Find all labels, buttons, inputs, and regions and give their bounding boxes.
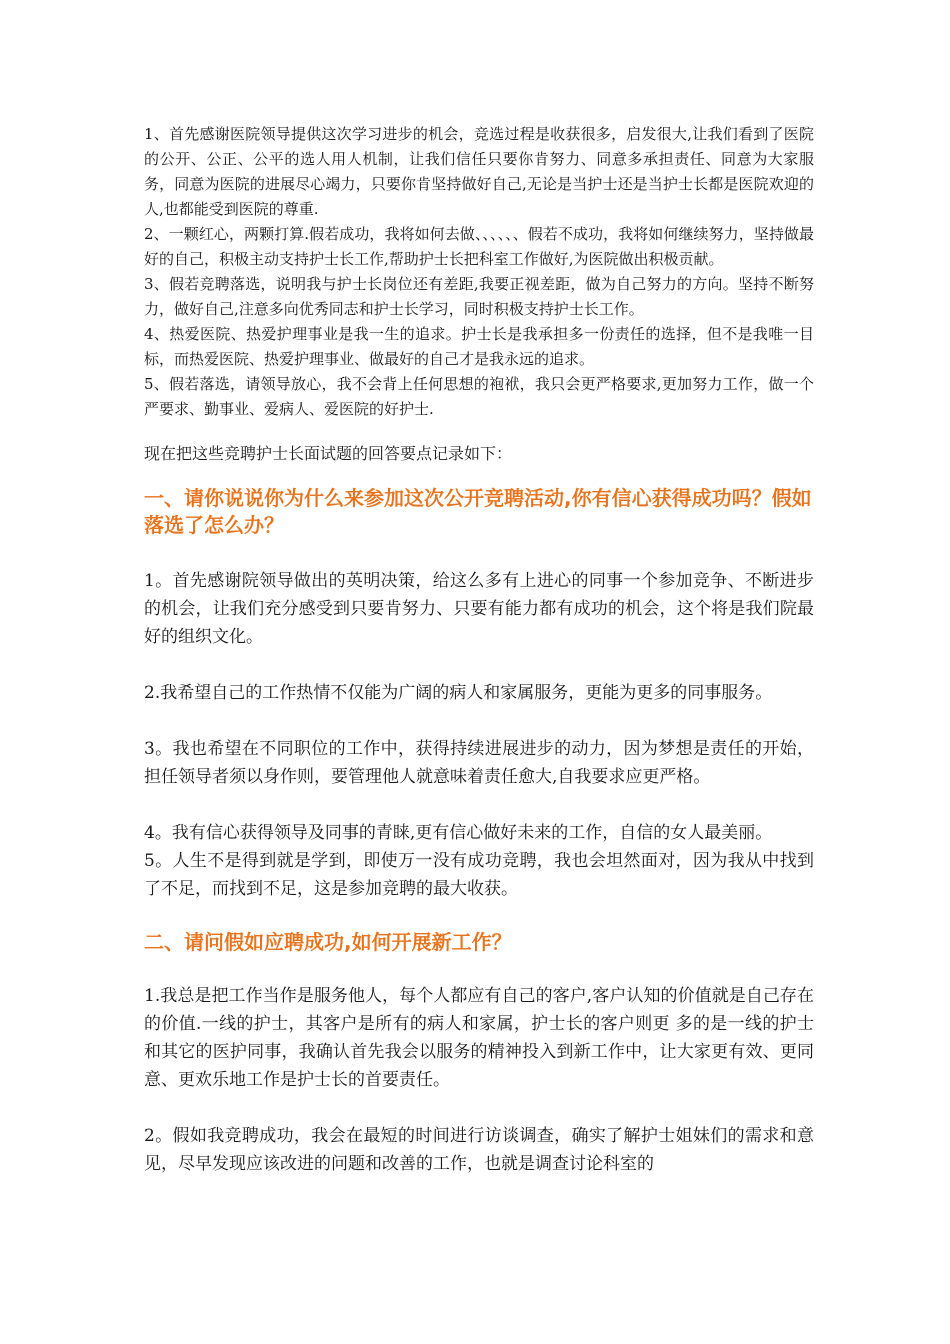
intro-item-4: 4、热爱医院、热爱护理事业是我一生的追求。护士长是我承担多一份责任的选择，但不是我唯一目标，而热爱医院、热爱护理事业、做最好的自己才是我永远的追求。 — [144, 325, 814, 368]
intro-item-5: 5、假若落选，请领导放心，我不会背上任何思想的袍袱，我只会更严格要求,更加努力工作，做一个严要求、勤事业、爱病人、爱医院的好护士. — [144, 375, 814, 418]
section-1-heading: 一、请你说说你为什么来参加这次公开竞聘活动,你有信心获得成功吗？假如落选了怎么办？ — [144, 486, 812, 537]
intro-item-1: 1、首先感谢医院领导提供这次学习进步的机会，竞选过程是收获很多，启发很大,让我们看到了医院的公开、公正、公平的选人用人机制，让我们信任只要你肯努力、同意多承担责任、同意为大家服务，同意为医院的进展尽心竭力，只要你肯坚持做好自己,无论是当护士还是当护士长都是医院欢迎的人,也都能受到医院的尊重. — [144, 125, 814, 218]
section-1-answer-1: 1。首先感谢院领导做出的英明决策，给这么多有上进心的同事一个参加竞争、不断进步的机会，让我们充分感受到只要肯努力、只要有能力都有成功的机会，这个将是我们院最好的组织文化。 — [144, 571, 814, 647]
section-2-heading: 二、请问假如应聘成功,如何开展新工作？ — [144, 930, 512, 954]
section-1-answer-2: 2.我希望自己的工作热情不仅能为广阔的病人和家属服务，更能为更多的同事服务。 — [144, 683, 773, 703]
intro-item-3: 3、假若竞聘落选，说明我与护士长岗位还有差距,我要正视差距，做为自己努力的方向。坚持不断努力，做好自己,注意多向优秀同志和护士长学习，同时积极支持护士长工作。 — [144, 275, 814, 318]
intro-section — [144, 122, 814, 422]
section-1-answer-5: 5。人生不是得到就是学到，即使万一没有成功竞聘，我也会坦然面对，因为我从中找到了不足，而找到不足，这是参加竞聘的最大收获。 — [144, 851, 814, 899]
section-1-answer-4: 4。我有信心获得领导及同事的青睐,更有信心做好未来的工作，自信的女人最美丽。 — [144, 823, 773, 843]
section-2-answer-1: 1.我总是把工作当作是服务他人，每个人都应有自己的客户,客户认知的价值就是自己存在的价值.一线的护士，其客户是所有的病人和家属，护士长的客户则更 多的是一线的护士和其它的医护同事，我确认首先我会以服务的精神投入到新工作中，让大家更有效、更同意、更欢乐地工作是护士长的首要责任。 — [144, 986, 814, 1090]
document-page — [144, 122, 814, 1178]
intro-item-2: 2、一颗红心，两颗打算.假若成功，我将如何去做、、、、、、假若不成功，我将如何继续努力，坚持做最好的自己，积极主动支持护士长工作,帮助护士长把科室工作做好,为医院做出积极贡献。 — [144, 225, 814, 268]
lead-sentence: 现在把这些竞聘护士长面试题的回答要点记录如下： — [144, 444, 513, 463]
section-2-answer-2: 2。假如我竞聘成功，我会在最短的时间进行访谈调查，确实了解护士姐妹们的需求和意见，尽早发现应该改进的问题和改善的工作，也就是调查讨论科室的 — [144, 1126, 814, 1174]
section-1-answer-3: 3。我也希望在不同职位的工作中，获得持续进展进步的动力，因为梦想是责任的开始，担任领导者须以身作则，要管理他人就意味着责任愈大,自我要求应更严格。 — [144, 739, 814, 787]
